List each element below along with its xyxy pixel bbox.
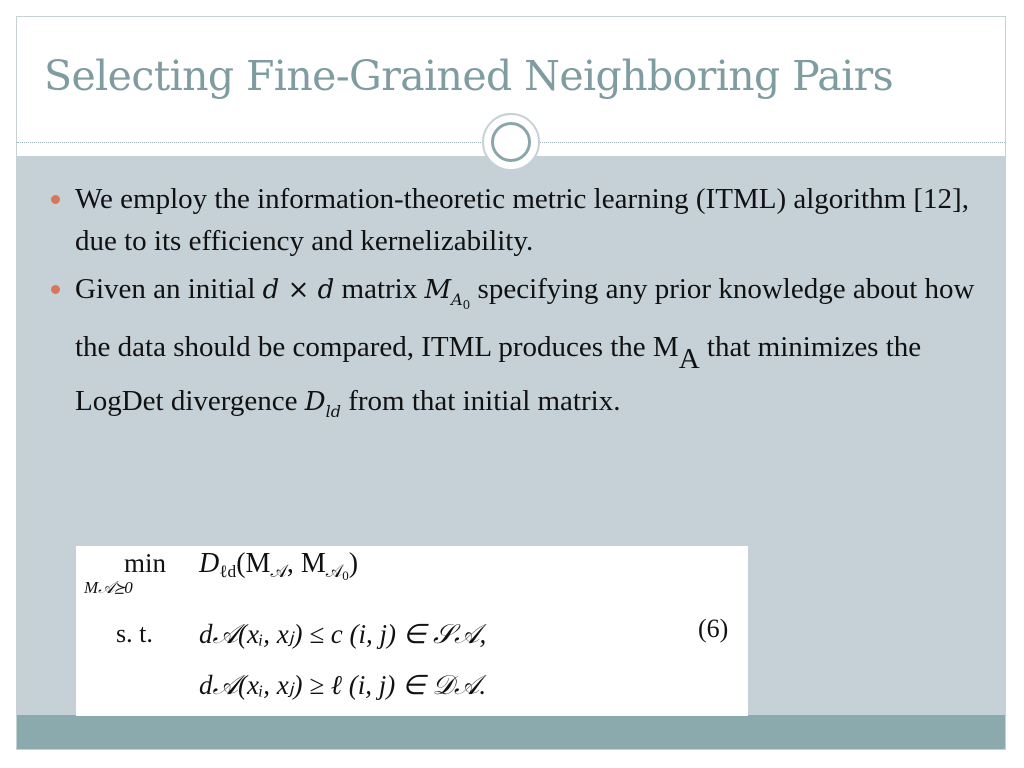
optimization-formula	[76, 546, 748, 716]
ma-subscript: A	[678, 343, 700, 375]
formula-objective-subsub: 0	[342, 568, 349, 583]
bullet-dot-icon	[51, 195, 60, 204]
math-subsubscript: 0	[462, 298, 471, 312]
formula-constraint-dissimilar: d𝒜(xᵢ, xⱼ) ≥ ℓ (i, j) ∈ 𝒟𝒜.	[199, 670, 487, 700]
math-subscript: ld	[325, 402, 341, 421]
bullet-text-part: from that initial matrix.	[340, 385, 621, 417]
formula-objective-sub-text: 𝒜	[325, 562, 343, 581]
bullet-item	[48, 178, 978, 262]
formula-objective-part: (M	[236, 548, 271, 579]
formula-objective-sub	[326, 562, 349, 581]
formula-min-condition: M𝒜⪰0	[84, 578, 133, 597]
math-d-by-d: d × d	[262, 275, 335, 305]
circle-ornament-ring	[491, 122, 531, 162]
circle-ornament-icon	[482, 113, 540, 171]
formula-objective-part: )	[348, 548, 359, 579]
formula-objective-sub: 𝒜	[270, 562, 287, 581]
math-subscript-text: A	[451, 290, 463, 309]
formula-objective-part: , M	[286, 548, 326, 579]
bullet-list	[48, 178, 978, 439]
formula-objective	[199, 548, 358, 584]
bullet-text-part: matrix	[334, 273, 425, 305]
bullet-text: We employ the information-theoretic metric learning (ITML) algorithm [12], due to its efficiency and kernelizability.	[75, 183, 969, 257]
slide-title: Selecting Fine-Grained Neighboring Pairs	[44, 52, 894, 100]
bullet-item	[48, 268, 978, 433]
equation-number: (6)	[698, 614, 729, 643]
bullet-text-part: Given an initial	[75, 273, 263, 305]
formula-min-label: min	[124, 548, 167, 578]
formula-objective-d-sub: ℓd	[219, 562, 237, 581]
math-symbol: M	[424, 275, 452, 305]
formula-constraint-similar: d𝒜(xᵢ, xⱼ) ≤ c (i, j) ∈ 𝒮𝒜,	[199, 619, 487, 649]
math-symbol: D	[304, 387, 326, 417]
math-logdet-divergence	[304, 387, 341, 421]
formula-st-label: s. t.	[116, 619, 153, 648]
formula-objective-d: D	[199, 548, 220, 579]
math-initial-matrix	[424, 275, 471, 312]
math-subscript	[451, 290, 471, 312]
footer-band	[17, 715, 1005, 749]
bullet-text-part: specifying any prior knowledge about how the data should be compared, ITML produces the M	[75, 273, 975, 363]
bullet-dot-icon	[51, 285, 60, 294]
bullet-text-part: that minimizes the LogDet divergence	[75, 331, 922, 417]
